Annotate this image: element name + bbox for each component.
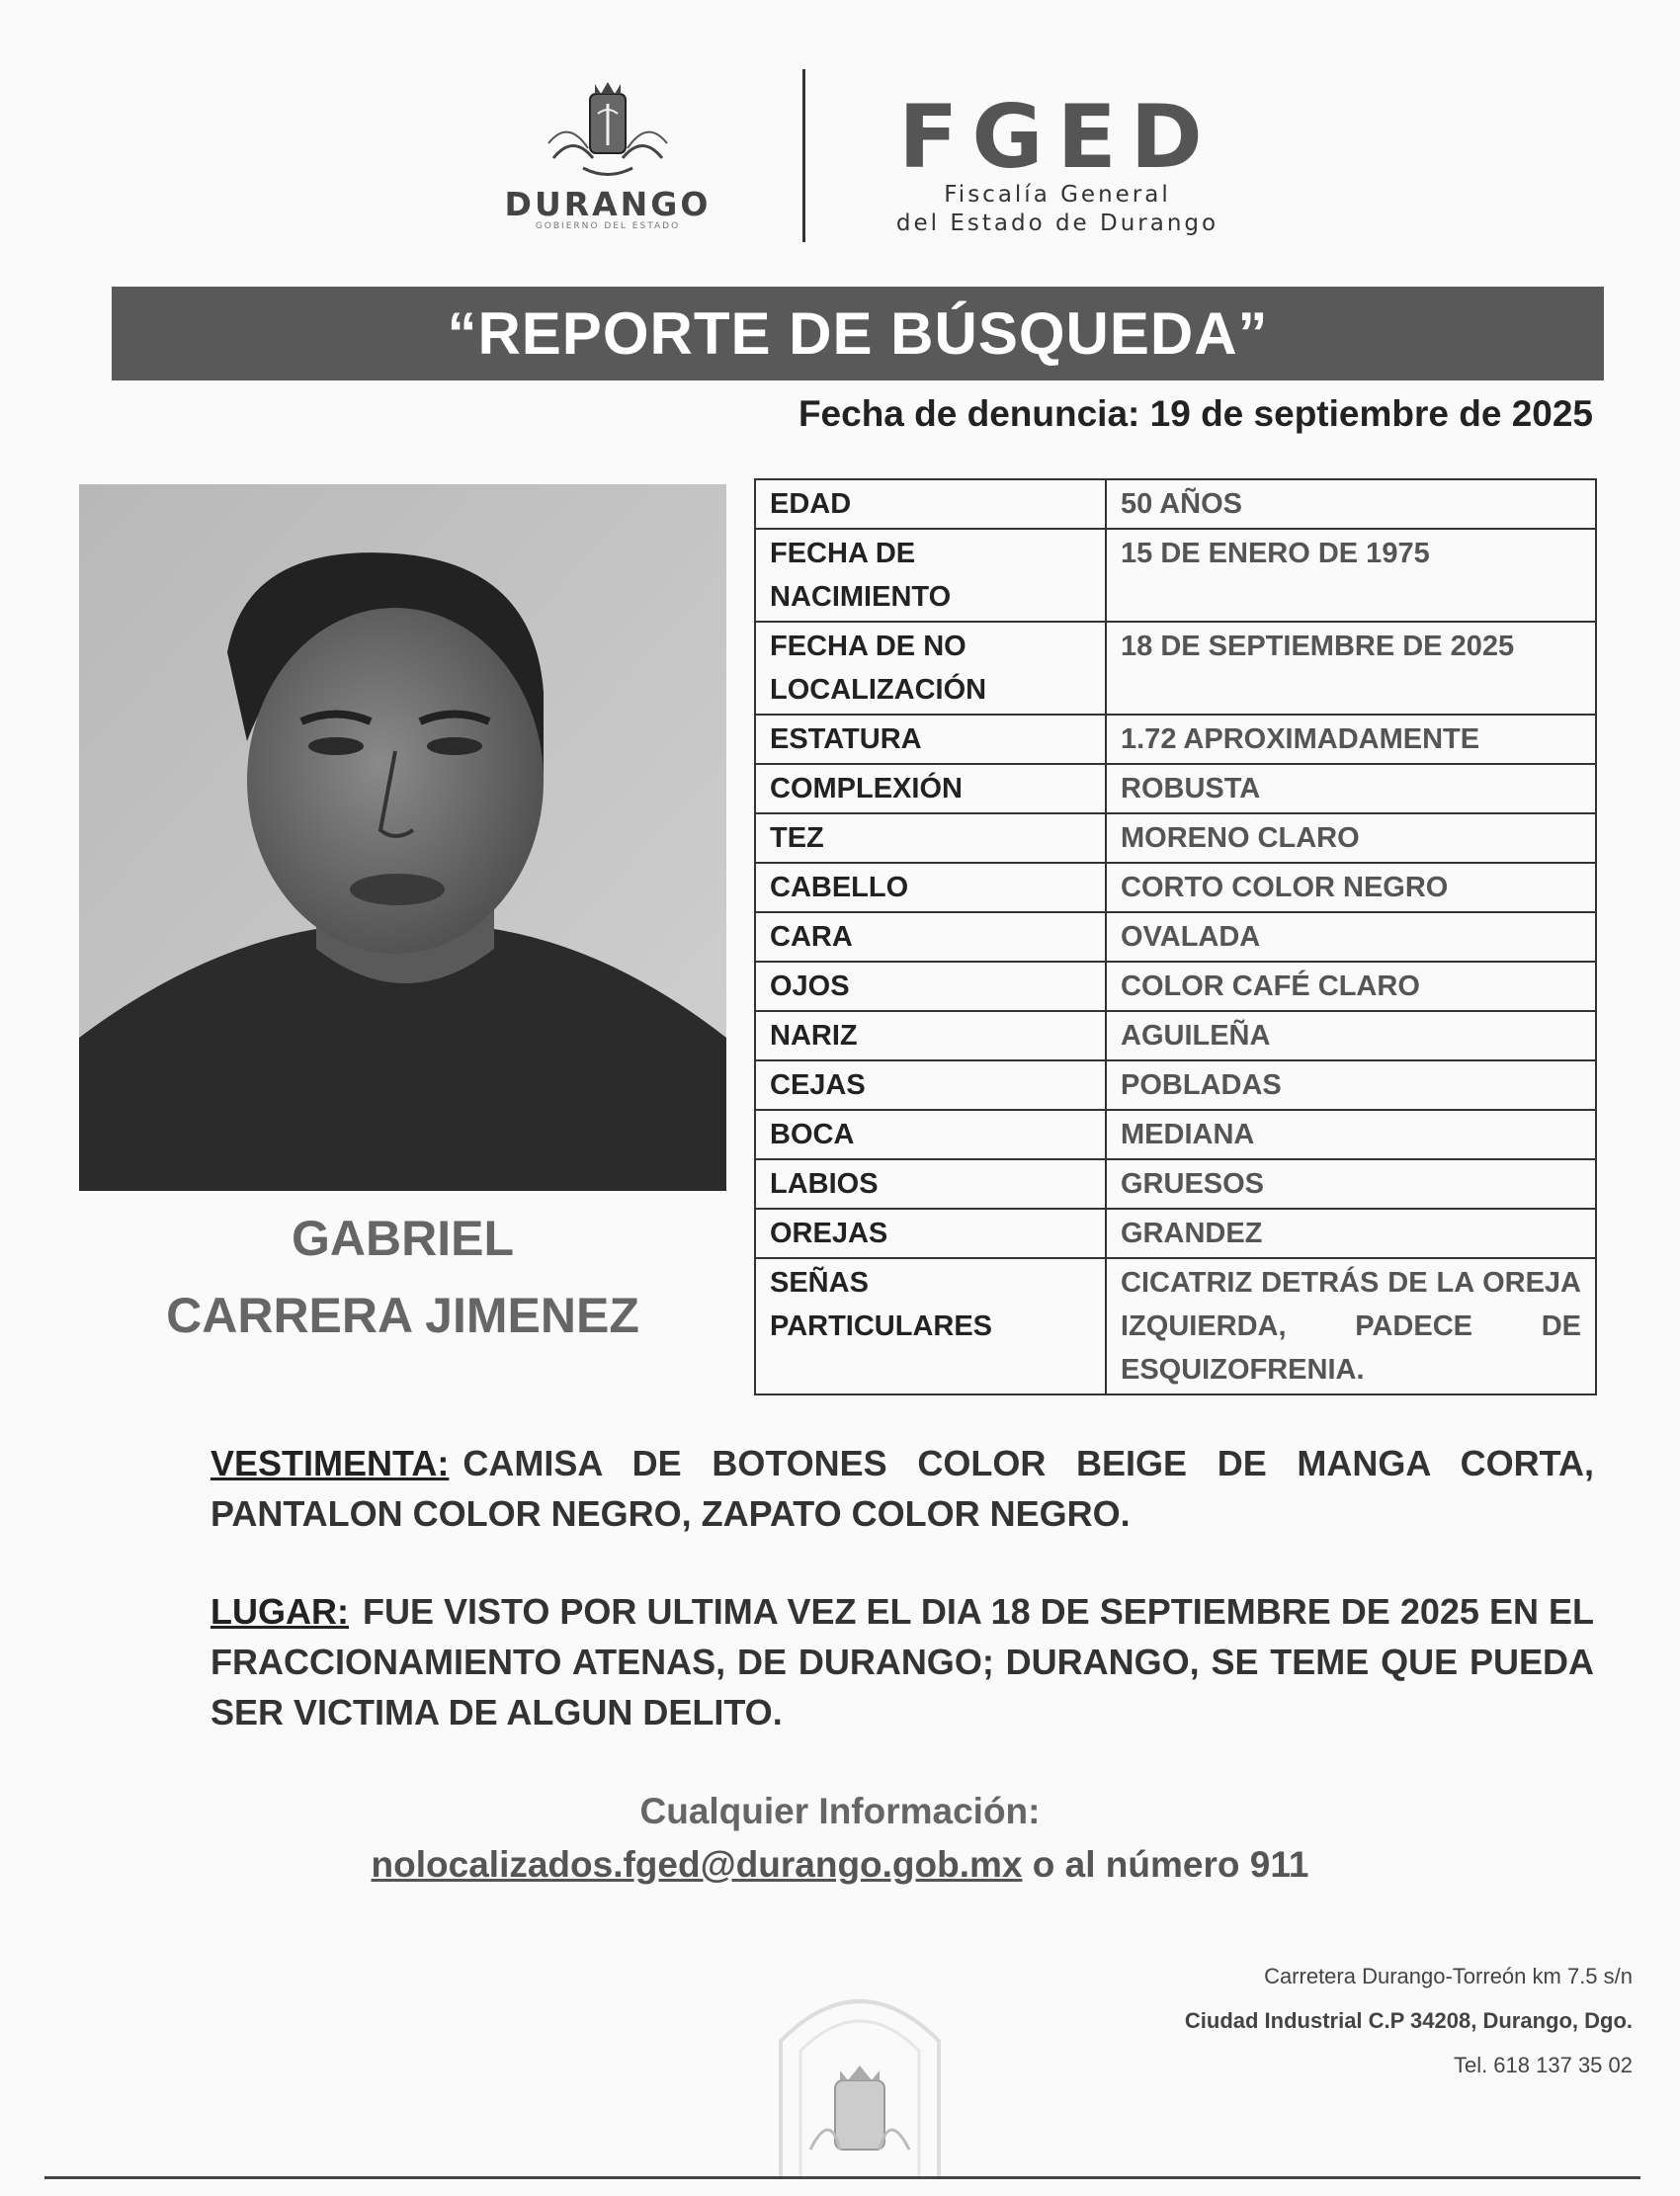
table-row [755,1258,1596,1394]
person-last-name: CARRERA JIMENEZ [166,1287,639,1343]
table-row [755,1060,1596,1110]
report-title: “REPORTE DE BÚSQUEDA” [447,300,1269,367]
detail-label: CEJAS [755,1060,1106,1110]
durango-crest-icon [544,64,672,183]
table-row [755,1159,1596,1209]
location-text: FUE VISTO POR ULTIMA VEZ EL DIA 18 DE SEPTIEMBRE DE 2025 EN EL FRACCIONAMIENTO ATENAS, DE DURANGO; DURANGO, SE TEME QUE PUEDA SER VICTIMA DE ALGUN DELITO. [210,1591,1594,1732]
detail-label: OJOS [755,962,1106,1011]
contact-phone-text: o al número 911 [1022,1844,1309,1885]
fged-acronym: FGED [898,86,1217,188]
footer-phone: Tel. 618 137 35 02 [1453,2053,1633,2077]
detail-label: COMPLEXIÓN [755,764,1106,813]
location-label: LUGAR: [210,1591,349,1632]
detail-value: 1.72 APROXIMADAMENTE [1106,715,1596,764]
table-row [755,715,1596,764]
location-description [210,1586,1594,1737]
fged-logo [850,86,1265,238]
detail-label: LABIOS [755,1159,1106,1209]
contact-line [0,1844,1680,1886]
report-title-banner [112,287,1604,380]
detail-value: 15 DE ENERO DE 1975 [1106,529,1596,622]
detail-value: MEDIANA [1106,1110,1596,1159]
detail-label: BOCA [755,1110,1106,1159]
person-first-name: GABRIEL [292,1211,514,1266]
detail-value: MORENO CLARO [1106,813,1596,863]
table-row [755,1011,1596,1060]
detail-label: CABELLO [755,863,1106,912]
table-row [755,622,1596,715]
agency-name-line1: Fiscalía General [944,182,1171,208]
detail-label: OREJAS [755,1209,1106,1258]
agency-name-line2: del Estado de Durango [895,210,1219,236]
clothing-label: VESTIMENTA: [210,1443,450,1483]
detail-value: 18 DE SEPTIEMBRE DE 2025 [1106,622,1596,715]
detail-value: COLOR CAFÉ CLARO [1106,962,1596,1011]
detail-value: GRUESOS [1106,1159,1596,1209]
footer-divider [44,2176,1640,2179]
contact-email-link[interactable]: nolocalizados.fged@durango.gob.mx [371,1844,1023,1885]
address-line1: Carretera Durango-Torreón km 7.5 s/n [1264,1964,1633,1988]
table-row [755,912,1596,962]
contact-heading: Cualquier Información: [639,1791,1041,1831]
table-row [755,529,1596,622]
detail-label: EDAD [755,479,1106,529]
footer-address [1185,1954,1633,2087]
durango-logo-text: DURANGO [504,185,712,223]
person-photo [79,484,726,1191]
detail-value: CORTO COLOR NEGRO [1106,863,1596,912]
detail-label: SEÑAS PARTICULARES [755,1258,1106,1394]
detail-value: GRANDEZ [1106,1209,1596,1258]
report-date: Fecha de denuncia: 19 de septiembre de 2025 [798,393,1593,434]
detail-value: CICATRIZ DETRÁS DE LA OREJA IZQUIERDA, PADECE DE ESQUIZOFRENIA. [1106,1258,1596,1394]
table-row [755,863,1596,912]
header-divider [802,69,805,242]
clothing-text: CAMISA DE BOTONES COLOR BEIGE DE MANGA CORTA, PANTALON COLOR NEGRO, ZAPATO COLOR NEGRO. [210,1443,1594,1534]
table-row [755,1209,1596,1258]
detail-label: FECHA DE NACIMIENTO [755,529,1106,622]
table-row [755,764,1596,813]
detail-value: OVALADA [1106,912,1596,962]
clothing-description [210,1438,1594,1539]
detail-label: NARIZ [755,1011,1106,1060]
table-row [755,813,1596,863]
detail-value: POBLADAS [1106,1060,1596,1110]
seal-watermark-icon [761,1952,959,2179]
durango-logo [464,64,751,242]
detail-label: ESTATURA [755,715,1106,764]
table-row [755,1110,1596,1159]
table-row [755,479,1596,529]
table-row [755,962,1596,1011]
person-details-table [754,478,1597,1395]
detail-label: CARA [755,912,1106,962]
detail-value: 50 AÑOS [1106,479,1596,529]
address-line2: Ciudad Industrial C.P 34208, Durango, Dgo. [1184,2008,1633,2033]
durango-logo-subtext: GOBIERNO DEL ESTADO [535,221,681,231]
footer-seal [761,1952,959,2179]
detail-label: TEZ [755,813,1106,863]
detail-value: ROBUSTA [1106,764,1596,813]
detail-label: FECHA DE NO LOCALIZACIÓN [755,622,1106,715]
detail-value: AGUILEÑA [1106,1011,1596,1060]
person-name [79,1201,726,1354]
